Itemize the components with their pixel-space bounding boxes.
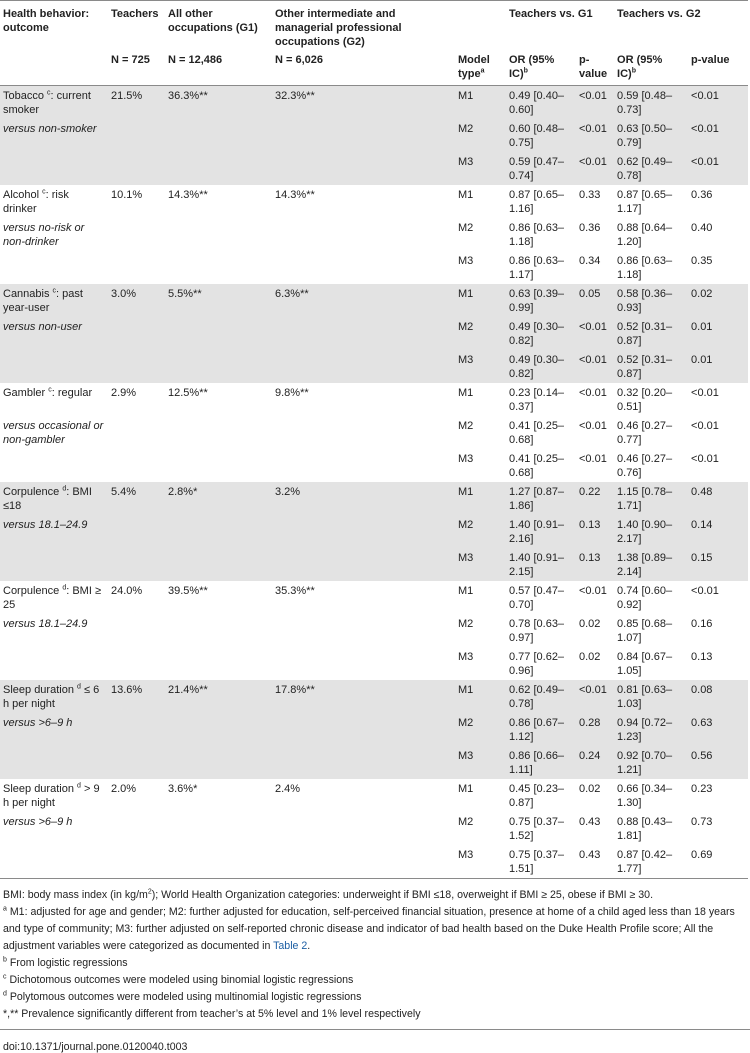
cell-pvalue-g2: 0.63 bbox=[688, 713, 748, 746]
cell-pvalue-g2: 0.01 bbox=[688, 317, 748, 350]
table-header bbox=[0, 1, 748, 86]
table-row bbox=[0, 449, 748, 482]
table-row bbox=[0, 284, 748, 317]
cell-pvalue-g1: 0.43 bbox=[579, 816, 601, 828]
cell-pvalue-g2: 0.40 bbox=[691, 222, 713, 234]
cell-teachers: 5.4% bbox=[108, 482, 165, 515]
cell-or-g1: 1.40 [0.91–2.16] bbox=[506, 515, 576, 548]
cell-g2 bbox=[272, 449, 455, 482]
cell-g2: 35.3%** bbox=[275, 585, 315, 597]
table-row bbox=[0, 119, 748, 152]
cell-or-g2: 0.81 [0.63–1.03] bbox=[614, 680, 688, 713]
cell-g2 bbox=[272, 614, 455, 647]
cell-or-g1: 0.77 [0.62–0.96] bbox=[509, 651, 565, 677]
cell-or-g2: 0.88 [0.64–1.20] bbox=[617, 222, 673, 248]
cell-model: M1 bbox=[455, 86, 506, 120]
header-or-g1: OR (95% IC)$^b$ bbox=[509, 54, 555, 80]
cell-g1 bbox=[165, 350, 272, 383]
cell-pvalue-g2: <0.01 bbox=[688, 86, 748, 120]
table-body bbox=[0, 86, 748, 879]
cell-teachers bbox=[108, 614, 165, 647]
cell-model: M2 bbox=[455, 317, 506, 350]
cell-teachers: 24.0% bbox=[111, 585, 143, 597]
cell-model: M3 bbox=[455, 746, 506, 779]
cell-g1: 12.5%** bbox=[168, 387, 208, 399]
cell-or-g1: 0.49 [0.30–0.82] bbox=[506, 350, 576, 383]
cell-pvalue-g2: 0.56 bbox=[688, 746, 748, 779]
cell-pvalue-g1: 0.43 bbox=[579, 849, 601, 861]
table-row bbox=[0, 812, 748, 845]
cell-or-g1: 1.40 [0.91–2.15] bbox=[506, 548, 576, 581]
cell-or-g2: 1.40 [0.90–2.17] bbox=[614, 515, 688, 548]
cell-model: M1 bbox=[455, 482, 506, 515]
cell-g1: 39.5%** bbox=[168, 585, 208, 597]
table-row bbox=[0, 614, 748, 647]
table-row bbox=[0, 845, 748, 879]
cell-or-g2: 0.88 [0.43–1.81] bbox=[617, 816, 673, 842]
cell-pvalue-g1: 0.22 bbox=[576, 482, 614, 515]
cell-model: M3 bbox=[455, 350, 506, 383]
cell-or-g2: 0.92 [0.70–1.21] bbox=[614, 746, 688, 779]
cell-teachers bbox=[108, 350, 165, 383]
cell-model: M3 bbox=[458, 651, 474, 663]
cell-outcome: Corpulence $^d$: BMI ≥ 25 bbox=[3, 584, 101, 611]
table-row bbox=[0, 218, 748, 251]
cell-pvalue-g1: 0.13 bbox=[576, 515, 614, 548]
cell-g1 bbox=[165, 251, 272, 284]
table-row bbox=[0, 317, 748, 350]
table-row bbox=[0, 515, 748, 548]
cell-pvalue-g2: 0.36 bbox=[691, 189, 713, 201]
table-row bbox=[0, 581, 748, 614]
cell-g1 bbox=[165, 845, 272, 879]
header-pvalue-g2: p-value bbox=[691, 54, 730, 66]
cell-outcome: Alcohol $^c$: risk drinker bbox=[3, 188, 69, 215]
cell-or-g1: 0.45 [0.23–0.87] bbox=[509, 783, 565, 809]
note-a: $^a$ M1: adjusted for age and gender; M2: further adjusted for education, self-perceived financial situation, presence at home of a child aged less than 18 years and type of community; M3: further adjusted on self-reported chronic disease and indicator of bad health based on the Duke Health Profile score; All the adjustment variables were categorized as documented in Table 2. bbox=[3, 905, 735, 952]
cell-pvalue-g1: <0.01 bbox=[576, 317, 614, 350]
cell-model: M1 bbox=[455, 680, 506, 713]
cell-or-g2: 0.58 [0.36–0.93] bbox=[614, 284, 688, 317]
table-row bbox=[0, 680, 748, 713]
cell-or-g1: 0.60 [0.48–0.75] bbox=[506, 119, 576, 152]
table-row bbox=[0, 350, 748, 383]
cell-pvalue-g1: <0.01 bbox=[579, 387, 607, 399]
cell-g2: 6.3%** bbox=[272, 284, 455, 317]
cell-teachers bbox=[108, 515, 165, 548]
cell-g2 bbox=[272, 152, 455, 185]
cell-or-g2: 0.84 [0.67–1.05] bbox=[617, 651, 673, 677]
cell-or-g1: 0.86 [0.67–1.12] bbox=[506, 713, 576, 746]
cell-g2 bbox=[272, 647, 455, 680]
cell-outcome: Tobacco $^c$: current smoker bbox=[0, 86, 108, 120]
header-teachers: Teachers bbox=[111, 8, 159, 20]
cell-pvalue-g2: <0.01 bbox=[691, 387, 719, 399]
cell-or-g2: 0.52 [0.31–0.87] bbox=[614, 317, 688, 350]
cell-g1 bbox=[165, 647, 272, 680]
table-row bbox=[0, 416, 748, 449]
cell-g2: 17.8%** bbox=[272, 680, 455, 713]
cell-outcome: Gambler $^c$: regular bbox=[3, 386, 93, 399]
table-row bbox=[0, 86, 748, 120]
cell-teachers bbox=[108, 548, 165, 581]
cell-model: M1 bbox=[455, 284, 506, 317]
table-notes bbox=[0, 879, 750, 1023]
doi-text: doi:10.1371/journal.pone.0120040.t003 bbox=[3, 1041, 188, 1053]
cell-g1 bbox=[165, 416, 272, 449]
cell-teachers bbox=[108, 251, 165, 284]
cell-g1: 21.4%** bbox=[165, 680, 272, 713]
cell-or-g1: 0.63 [0.39–0.99] bbox=[506, 284, 576, 317]
cell-pvalue-g1: <0.01 bbox=[576, 86, 614, 120]
cell-g2 bbox=[272, 119, 455, 152]
cell-pvalue-g2: 0.35 bbox=[691, 255, 713, 267]
cell-g1 bbox=[165, 218, 272, 251]
cell-pvalue-g1: 0.05 bbox=[576, 284, 614, 317]
cell-pvalue-g2: 0.48 bbox=[688, 482, 748, 515]
table-row bbox=[0, 647, 748, 680]
cell-or-g2: 0.46 [0.27–0.76] bbox=[617, 453, 673, 479]
cell-or-g2: 0.86 [0.63–1.18] bbox=[617, 255, 673, 281]
cell-outcome bbox=[0, 251, 108, 284]
cell-model: M2 bbox=[458, 816, 474, 828]
cell-g1: 3.6%* bbox=[168, 783, 198, 795]
cell-outcome bbox=[0, 746, 108, 779]
cell-outcome: versus no-risk or non-drinker bbox=[3, 222, 85, 248]
cell-teachers: 2.0% bbox=[111, 783, 137, 795]
cell-g2 bbox=[272, 713, 455, 746]
cell-g1 bbox=[165, 614, 272, 647]
cell-g2 bbox=[272, 548, 455, 581]
table-row bbox=[0, 152, 748, 185]
table-row bbox=[0, 779, 748, 812]
table-row bbox=[0, 251, 748, 284]
cell-or-g1: 0.86 [0.63–1.18] bbox=[509, 222, 565, 248]
table-row bbox=[0, 713, 748, 746]
table-row bbox=[0, 746, 748, 779]
cell-g1 bbox=[165, 317, 272, 350]
cell-pvalue-g2: 0.23 bbox=[691, 783, 713, 795]
cell-pvalue-g2: <0.01 bbox=[691, 585, 719, 597]
cell-pvalue-g2: 0.73 bbox=[691, 816, 713, 828]
cell-or-g1: 0.86 [0.66–1.11] bbox=[506, 746, 576, 779]
cell-teachers bbox=[108, 812, 165, 845]
cell-pvalue-g2: 0.14 bbox=[688, 515, 748, 548]
cell-teachers: 13.6% bbox=[108, 680, 165, 713]
cell-or-g1: 0.49 [0.40–0.60] bbox=[506, 86, 576, 120]
cell-pvalue-g1: <0.01 bbox=[579, 585, 607, 597]
header-outcome: Health behavior: outcome bbox=[3, 8, 90, 34]
cell-g2: 3.2% bbox=[272, 482, 455, 515]
cell-or-g2: 0.87 [0.65–1.17] bbox=[617, 189, 673, 215]
cell-model: M1 bbox=[458, 189, 474, 201]
cell-model: M3 bbox=[458, 849, 474, 861]
cell-model: M2 bbox=[458, 618, 474, 630]
cell-outcome: Sleep duration $^d$ > 9 h per night bbox=[3, 782, 100, 809]
cell-pvalue-g1: <0.01 bbox=[576, 680, 614, 713]
cell-g2 bbox=[272, 416, 455, 449]
cell-teachers: 2.9% bbox=[111, 387, 137, 399]
cell-outcome bbox=[0, 845, 108, 879]
cell-teachers: 21.5% bbox=[108, 86, 165, 120]
cell-or-g1: 0.59 [0.47–0.74] bbox=[506, 152, 576, 185]
cell-pvalue-g2: 0.13 bbox=[691, 651, 713, 663]
cell-g1 bbox=[165, 812, 272, 845]
cell-or-g1: 1.27 [0.87–1.86] bbox=[506, 482, 576, 515]
cell-or-g2: 0.85 [0.68–1.07] bbox=[617, 618, 673, 644]
cell-pvalue-g2: 0.69 bbox=[691, 849, 713, 861]
header-g2: Other intermediate and managerial professional occupations (G2) bbox=[275, 8, 402, 48]
cell-or-g1: 0.86 [0.63–1.17] bbox=[509, 255, 565, 281]
cell-pvalue-g1: 0.02 bbox=[579, 651, 601, 663]
cell-outcome: Cannabis $^c$: past year-user bbox=[0, 284, 108, 317]
cell-g1: 5.5%** bbox=[165, 284, 272, 317]
cell-or-g1: 0.41 [0.25–0.68] bbox=[509, 453, 565, 479]
note-bmi: BMI: body mass index (in $kg/m^2$); World Health Organization categories: underweight if BMI ≤18, overweight if BMI ≥ 25, obese if BMI ≥ 30. bbox=[3, 888, 654, 901]
cell-or-g1: 0.41 [0.25–0.68] bbox=[509, 420, 565, 446]
cell-model: M2 bbox=[455, 713, 506, 746]
cell-g2 bbox=[272, 746, 455, 779]
cell-g2: 9.8%** bbox=[275, 387, 309, 399]
cell-model: M2 bbox=[455, 515, 506, 548]
cell-g1 bbox=[165, 152, 272, 185]
cell-model: M3 bbox=[458, 255, 474, 267]
cell-g1 bbox=[165, 449, 272, 482]
cell-g1 bbox=[165, 119, 272, 152]
cell-g2: 2.4% bbox=[275, 783, 301, 795]
cell-or-g2: 0.52 [0.31–0.87] bbox=[614, 350, 688, 383]
cell-pvalue-g2: 0.08 bbox=[688, 680, 748, 713]
cell-model: M1 bbox=[458, 585, 474, 597]
cell-or-g2: 0.87 [0.42–1.77] bbox=[617, 849, 673, 875]
cell-teachers bbox=[108, 647, 165, 680]
cell-g2: 32.3%** bbox=[272, 86, 455, 120]
cell-or-g1: 0.75 [0.37–1.51] bbox=[509, 849, 565, 875]
cell-or-g2: 0.94 [0.72–1.23] bbox=[614, 713, 688, 746]
cell-outcome bbox=[0, 449, 108, 482]
cell-model: M2 bbox=[458, 222, 474, 234]
cell-outcome bbox=[0, 647, 108, 680]
cell-pvalue-g1: <0.01 bbox=[576, 152, 614, 185]
cell-teachers bbox=[108, 845, 165, 879]
cell-outcome: versus occasional or non-gambler bbox=[3, 420, 104, 446]
cell-outcome: versus 18.1–24.9 bbox=[0, 515, 108, 548]
cell-or-g1: 0.62 [0.49–0.78] bbox=[506, 680, 576, 713]
cell-g2 bbox=[272, 845, 455, 879]
cell-pvalue-g1: 0.33 bbox=[579, 189, 601, 201]
cell-or-g2: 1.38 [0.89–2.14] bbox=[614, 548, 688, 581]
cell-teachers bbox=[108, 713, 165, 746]
cell-or-g1: 0.49 [0.30–0.82] bbox=[506, 317, 576, 350]
cell-outcome bbox=[0, 152, 108, 185]
header-vs-g1: Teachers vs. G1 bbox=[509, 8, 593, 20]
cell-outcome: versus >6–9 h bbox=[0, 713, 108, 746]
cell-pvalue-g1: <0.01 bbox=[579, 420, 607, 432]
cell-outcome bbox=[0, 350, 108, 383]
cell-pvalue-g1: 0.24 bbox=[576, 746, 614, 779]
cell-teachers: 10.1% bbox=[111, 189, 143, 201]
table-row bbox=[0, 185, 748, 218]
cell-g2 bbox=[272, 317, 455, 350]
cell-outcome: Corpulence $^d$: BMI ≤18 bbox=[0, 482, 108, 515]
cell-or-g2: 0.46 [0.27–0.77] bbox=[617, 420, 673, 446]
cell-g1: 14.3%** bbox=[168, 189, 208, 201]
note-c: $^c$ Dichotomous outcomes were modeled using binomial logistic regressions bbox=[3, 973, 354, 986]
cell-model: M3 bbox=[458, 453, 474, 465]
cell-g1: 2.8%* bbox=[165, 482, 272, 515]
cell-model: M2 bbox=[455, 119, 506, 152]
cell-g2 bbox=[272, 251, 455, 284]
note-d: $^d$ Polytomous outcomes were modeled using multinomial logistic regressions bbox=[3, 990, 362, 1003]
cell-teachers bbox=[108, 449, 165, 482]
cell-g1 bbox=[165, 746, 272, 779]
cell-pvalue-g2: <0.01 bbox=[691, 453, 719, 465]
cell-outcome bbox=[0, 548, 108, 581]
note-b: $^b$ From logistic regressions bbox=[3, 956, 128, 969]
cell-or-g2: 0.66 [0.34–1.30] bbox=[617, 783, 673, 809]
cell-or-g1: 0.78 [0.63–0.97] bbox=[509, 618, 565, 644]
cell-model: M1 bbox=[458, 387, 474, 399]
cell-model: M3 bbox=[455, 152, 506, 185]
cell-pvalue-g1: 0.28 bbox=[576, 713, 614, 746]
cell-g1 bbox=[165, 515, 272, 548]
cell-g2 bbox=[272, 218, 455, 251]
cell-pvalue-g2: <0.01 bbox=[688, 119, 748, 152]
cell-pvalue-g2: 0.16 bbox=[691, 618, 713, 630]
cell-pvalue-g1: 0.13 bbox=[576, 548, 614, 581]
cell-g2: 14.3%** bbox=[275, 189, 315, 201]
header-pvalue-g1: p-value bbox=[579, 54, 608, 80]
header-g2-n: N = 6,026 bbox=[275, 54, 324, 66]
cell-teachers bbox=[108, 746, 165, 779]
cell-pvalue-g2: 0.15 bbox=[688, 548, 748, 581]
cell-g1: 36.3%** bbox=[165, 86, 272, 120]
cell-g2 bbox=[272, 515, 455, 548]
cell-teachers bbox=[108, 152, 165, 185]
header-g1: All other occupations (G1) bbox=[168, 8, 258, 34]
cell-pvalue-g1: 0.34 bbox=[579, 255, 601, 267]
cell-teachers bbox=[108, 416, 165, 449]
cell-or-g2: 0.74 [0.60–0.92] bbox=[617, 585, 673, 611]
cell-model: M2 bbox=[458, 420, 474, 432]
cell-teachers: 3.0% bbox=[108, 284, 165, 317]
cell-pvalue-g1: 0.02 bbox=[579, 618, 601, 630]
cell-pvalue-g1: 0.36 bbox=[579, 222, 601, 234]
cell-outcome: versus >6–9 h bbox=[3, 816, 73, 828]
cell-pvalue-g1: <0.01 bbox=[579, 453, 607, 465]
cell-pvalue-g1: <0.01 bbox=[576, 350, 614, 383]
header-or-g2: OR (95% IC)$^b$ bbox=[617, 54, 663, 80]
header-g1-n: N = 12,486 bbox=[168, 54, 223, 66]
cell-or-g2: 0.32 [0.20–0.51] bbox=[617, 387, 673, 413]
cell-model: M3 bbox=[455, 548, 506, 581]
cell-or-g1: 0.57 [0.47–0.70] bbox=[509, 585, 565, 611]
cell-or-g2: 1.15 [0.78–1.71] bbox=[614, 482, 688, 515]
cell-g1 bbox=[165, 548, 272, 581]
table-row bbox=[0, 482, 748, 515]
cell-pvalue-g2: 0.02 bbox=[688, 284, 748, 317]
cell-g2 bbox=[272, 812, 455, 845]
cell-outcome: versus non-user bbox=[0, 317, 108, 350]
table-2-link[interactable]: Table 2 bbox=[273, 940, 308, 952]
cell-outcome: versus 18.1–24.9 bbox=[3, 618, 88, 630]
cell-teachers bbox=[108, 317, 165, 350]
table-row bbox=[0, 548, 748, 581]
cell-pvalue-g2: <0.01 bbox=[691, 420, 719, 432]
cell-pvalue-g2: 0.01 bbox=[688, 350, 748, 383]
cell-or-g2: 0.59 [0.48–0.73] bbox=[614, 86, 688, 120]
cell-or-g1: 0.23 [0.14–0.37] bbox=[509, 387, 565, 413]
cell-or-g1: 0.75 [0.37–1.52] bbox=[509, 816, 565, 842]
table-row bbox=[0, 383, 748, 416]
header-teachers-n: N = 725 bbox=[111, 54, 150, 66]
cell-pvalue-g1: <0.01 bbox=[576, 119, 614, 152]
cell-pvalue-g2: <0.01 bbox=[688, 152, 748, 185]
header-vs-g2: Teachers vs. G2 bbox=[617, 8, 701, 20]
cell-outcome: Sleep duration $^d$ ≤ 6 h per night bbox=[0, 680, 108, 713]
cell-teachers bbox=[108, 119, 165, 152]
note-significance: *,** Prevalence significantly different from teacher’s at 5% level and 1% level respectively bbox=[3, 1008, 421, 1020]
cell-or-g1: 0.87 [0.65–1.16] bbox=[509, 189, 565, 215]
cell-g1 bbox=[165, 713, 272, 746]
cell-pvalue-g1: 0.02 bbox=[579, 783, 601, 795]
cell-or-g2: 0.63 [0.50–0.79] bbox=[614, 119, 688, 152]
cell-model: M1 bbox=[458, 783, 474, 795]
cell-outcome: versus non-smoker bbox=[0, 119, 108, 152]
cell-or-g2: 0.62 [0.49–0.78] bbox=[614, 152, 688, 185]
header-model-type: Model type$^a$ bbox=[458, 54, 490, 80]
cell-g2 bbox=[272, 350, 455, 383]
cell-teachers bbox=[108, 218, 165, 251]
